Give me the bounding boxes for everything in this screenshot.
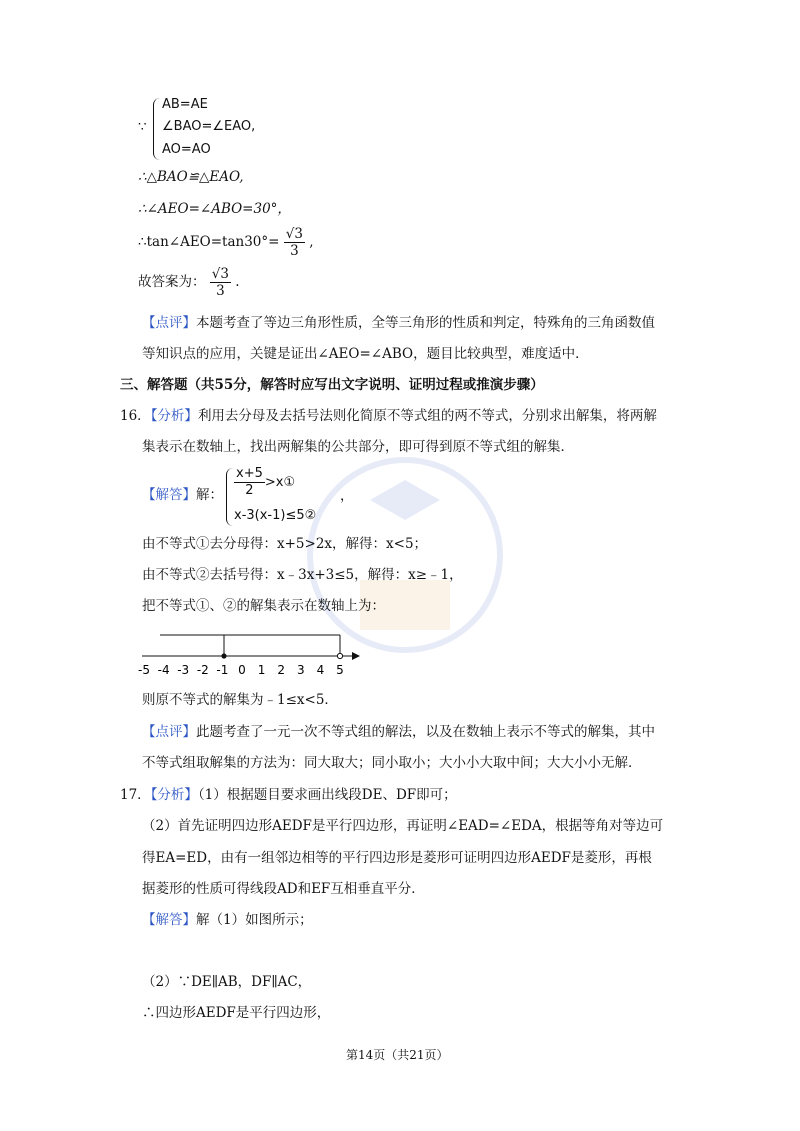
- q17-solution-1: [142, 910, 313, 930]
- q16-analysis-1: [120, 406, 657, 426]
- q17-part2b: ∴四边形AEDF是平行四边形，: [142, 1005, 331, 1021]
- answer-text: 故答案为：: [138, 274, 206, 290]
- q16-review-tag: 【点评】: [142, 724, 196, 740]
- q17-analysis-text: （1）根据题目要求画出线段DE、DF即可；: [197, 787, 457, 803]
- axis-tick-label: 2: [277, 663, 286, 677]
- q16-review-1: [142, 722, 655, 742]
- review-text: 本题考查了等边三角形性质，全等三角形的性质和判定，特殊角的三角函数值: [196, 315, 655, 331]
- ineq-2: x-3(x-1)≤5②: [234, 508, 317, 523]
- tan-numerator: √3: [285, 226, 303, 242]
- q17-number: 17．: [120, 787, 151, 803]
- ineq-1: [234, 466, 295, 499]
- answer-denominator: 3: [216, 283, 225, 299]
- ineq1-rest: >x①: [264, 475, 296, 490]
- q16-solution-tag: 【解答】: [142, 487, 196, 503]
- q16-analysis-text: 利用去分母及去括号法则化简原不等式组的两不等式，分别求出解集，将两解: [197, 408, 657, 424]
- q16-analysis-2: 集表示在数轴上，找出两解集的公共部分，即可得到原不等式组的解集．: [142, 439, 574, 455]
- review-tag: 【点评】: [142, 315, 196, 331]
- axis-tick-label: -5: [138, 663, 150, 677]
- q17-solution-tag: 【解答】: [142, 912, 196, 928]
- q17-analysis-1: [120, 785, 457, 805]
- tan-fraction: [284, 226, 305, 259]
- q17-analysis-4: 据菱形的性质可得线段AD和EF互相垂直平分．: [142, 881, 425, 897]
- tan-line: [138, 226, 314, 259]
- open-point-5: [337, 653, 342, 658]
- q17-analysis-2: （2）首先证明四边形AEDF是平行四边形，再证明∠EAD=∠EDA，根据等角对等边可: [142, 818, 664, 834]
- review-top-2: 等知识点的应用，关键是证出∠AEO=∠ABO，题目比较典型，难度适中．: [142, 346, 589, 362]
- axis-tick-label: -4: [157, 663, 170, 677]
- angle-line: ∴∠AEO=∠ABO=30°，: [138, 201, 291, 217]
- axis-tick-label: 0: [238, 663, 246, 677]
- system-line-2: ∠BAO=∠EAO,: [162, 119, 256, 134]
- tan-text: ∴tan∠AEO=tan30°=: [138, 234, 280, 250]
- axis-tick-label: -2: [196, 663, 209, 677]
- axis-tick-label: 3: [296, 663, 305, 677]
- q17-analysis-tag: 【分析】: [150, 787, 198, 803]
- tan-denominator: 3: [290, 243, 299, 259]
- axis-tick-label: 5: [336, 663, 344, 677]
- axis-tick-label: -1: [216, 663, 229, 677]
- q17-analysis-3: 得EA=ED，由有一组邻边相等的平行四边形是菱形可证明四边形AEDF是菱形，再根: [142, 850, 652, 866]
- ineq1-fraction: [234, 466, 265, 499]
- review-top-1: [142, 313, 655, 333]
- q16-analysis-tag: 【分析】: [150, 408, 198, 424]
- axis-tick-label: 4: [316, 663, 325, 677]
- axis-tick-label: 1: [257, 663, 266, 677]
- q17-part2: （2）∵DE∥AB，DF∥AC，: [142, 974, 312, 990]
- page-footer: 第14页（共21页）: [346, 1048, 449, 1062]
- section-heading: 三、解答题（共55分，解答时应写出文字说明、证明过程或推演步骤）: [120, 377, 544, 393]
- answer-numerator: √3: [211, 266, 229, 282]
- q16-number: 16．: [120, 408, 151, 424]
- q17-solution-text: 解（1）如图所示；: [196, 912, 313, 928]
- ineq-comma: ，: [340, 488, 354, 504]
- q16-solution-text: 解：: [196, 487, 223, 503]
- axis-tick-label: -3: [177, 663, 190, 677]
- tan-end: ,: [309, 234, 314, 250]
- answer-line: [138, 266, 240, 299]
- because-symbol: ∵: [138, 119, 147, 135]
- q16-solution-lead: [142, 485, 223, 505]
- q16-step-3: 把不等式①、②的解集表示在数轴上为：: [142, 598, 385, 614]
- q16-step-1: 由不等式①去分母得：x+5>2x，解得：x<5；: [142, 536, 428, 552]
- axis-labels: [138, 663, 344, 677]
- q16-review-text: 此题考查了一元一次不等式组的解法，以及在数轴上表示不等式的解集，其中: [196, 724, 655, 740]
- axis-arrow: [352, 652, 360, 660]
- ineq1-numerator: x+5: [236, 466, 263, 481]
- system-line-3: AO=AO: [162, 142, 211, 157]
- answer-end: .: [235, 274, 240, 290]
- answer-fraction: [210, 266, 231, 299]
- system-brace: [153, 98, 160, 160]
- q16-review-2: 不等式组取解集的方法为：同大取大；同小取小；大小小大取中间；大大小小无解．: [142, 755, 642, 771]
- ineq1-denominator: 2: [245, 483, 254, 498]
- q16-step-2: 由不等式②去括号得：x﹣3x+3≤5，解得：x≥﹣1，: [142, 567, 463, 583]
- congruent-line: ∴△BAO≌△EAO,: [138, 169, 244, 185]
- system-line-1: AB=AE: [162, 97, 208, 112]
- q16-result: 则原不等式的解集为﹣1≤x<5．: [142, 692, 338, 708]
- number-line: [138, 625, 368, 680]
- closed-point-neg1: [221, 653, 226, 658]
- ineq-brace: [226, 468, 233, 526]
